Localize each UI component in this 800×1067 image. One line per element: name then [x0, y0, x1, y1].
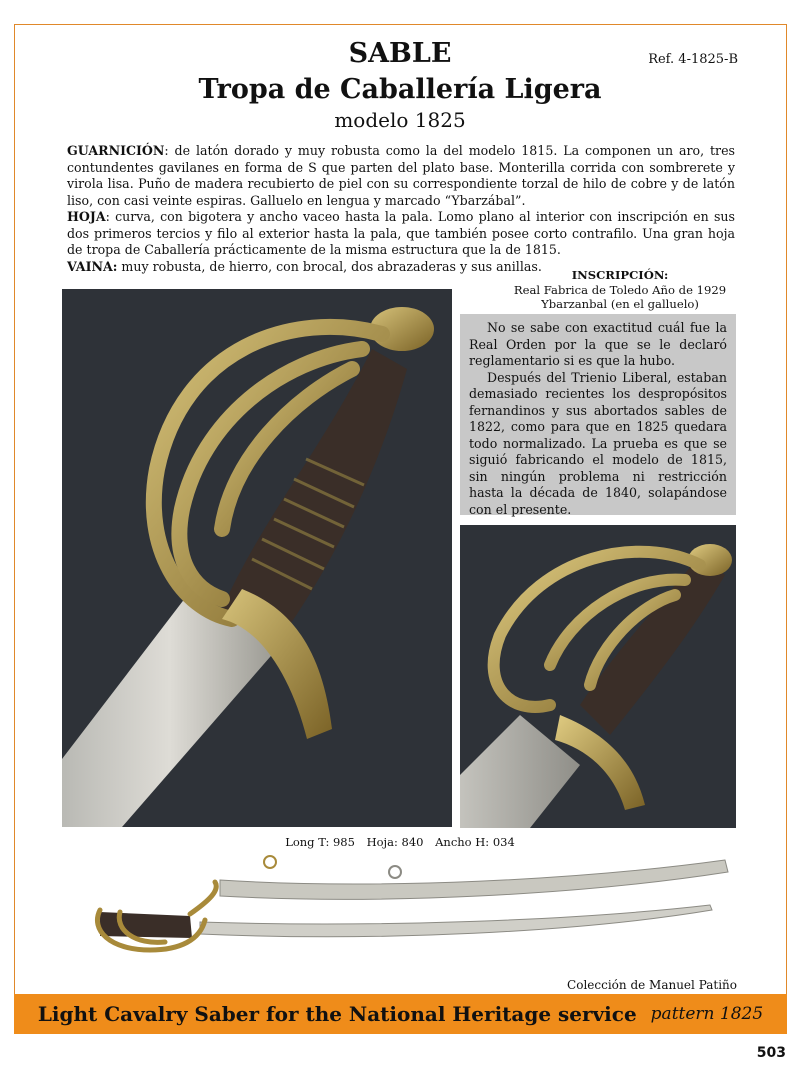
- hilt-photo-secondary: [460, 525, 736, 828]
- dimensions-line: [0, 835, 800, 849]
- historical-note: [460, 314, 736, 515]
- hilt-photo-secondary-illustration: [460, 525, 736, 828]
- vaina-label: VAINA:: [67, 258, 118, 274]
- page-title: SABLE: [348, 38, 452, 69]
- note-paragraph-2: Después del Trienio Liberal, estaban demasiado recientes los despropósitos fernandinos y sus abortados sables de 1822, como para que en 1825 quedara todo normalizado. La prueba es que se siguió fabricando el modelo de 1815, sin ningún problema ni restricción hasta la década de 1840, solapándose con el presente.: [469, 369, 727, 517]
- note-paragraph-1: No se sabe con exactitud cuál fue la Real Orden por la que se le declaró reglamentario si es que la hubo.: [469, 320, 727, 368]
- pattern-label: pattern 1825: [650, 1004, 764, 1024]
- reference-number: Ref. 4-1825-B: [648, 52, 738, 67]
- model-label: modelo 1825: [334, 108, 466, 132]
- description-block: [67, 143, 735, 275]
- hilt-photo-main-illustration: [62, 289, 452, 827]
- hoja-paragraph: [67, 209, 735, 259]
- blade-width: Ancho H: 034: [435, 835, 515, 849]
- guarnicion-label: GUARNICIÓN: [67, 143, 165, 158]
- page-number: 503: [756, 1045, 786, 1061]
- inscription-line-1: Real Fabrica de Toledo Año de 1929: [513, 282, 727, 297]
- english-title-banner: [14, 994, 787, 1034]
- inscription-block: [500, 268, 740, 312]
- inscription-heading: INSCRIPCIÓN:: [571, 268, 669, 282]
- length-total: Long T: 985: [285, 835, 355, 849]
- hoja-text: : curva, con bigotera y ancho vaceo hasta la pala. Lomo plano al interior con inscripción en sus dos primeros tercios y filo al exterior hasta la pala, que también posee corto contrafilo. Una gran hoja de tropa de Caballería prácticamente de la misma estructura que la de 1815.: [67, 209, 735, 257]
- hoja-label: HOJA: [67, 209, 106, 224]
- sword-and-scabbard-illustration: [80, 850, 740, 970]
- guarnicion-paragraph: [67, 143, 735, 209]
- page-subtitle: Tropa de Caballería Ligera: [198, 74, 602, 105]
- english-title: Light Cavalry Saber for the National Heritage service: [37, 1002, 637, 1026]
- hilt-photo-main: [62, 289, 452, 827]
- inscription-line-2: Ybarzanbal (en el galluelo): [541, 297, 699, 311]
- full-sword-image: [80, 850, 740, 970]
- guarnicion-text: : de latón dorado y muy robusta como la del modelo 1815. La componen un aro, tres contundentes gavilanes en forma de S que parten del plato base. Monterilla corrida con sombrerete y virola lisa. Puño de madera recubierto de piel con su correspondiente torzal de hilo de cobre y de latón liso, con casi veinte espiras. Galluelo en lengua y marcado “Ybarzábal”.: [67, 143, 735, 208]
- collection-credit: Colección de Manuel Patiño: [567, 978, 737, 992]
- blade-length: Hoja: 840: [366, 835, 424, 849]
- vaina-text: muy robusta, de hierro, con brocal, dos abrazaderas y sus anillas.: [117, 258, 542, 274]
